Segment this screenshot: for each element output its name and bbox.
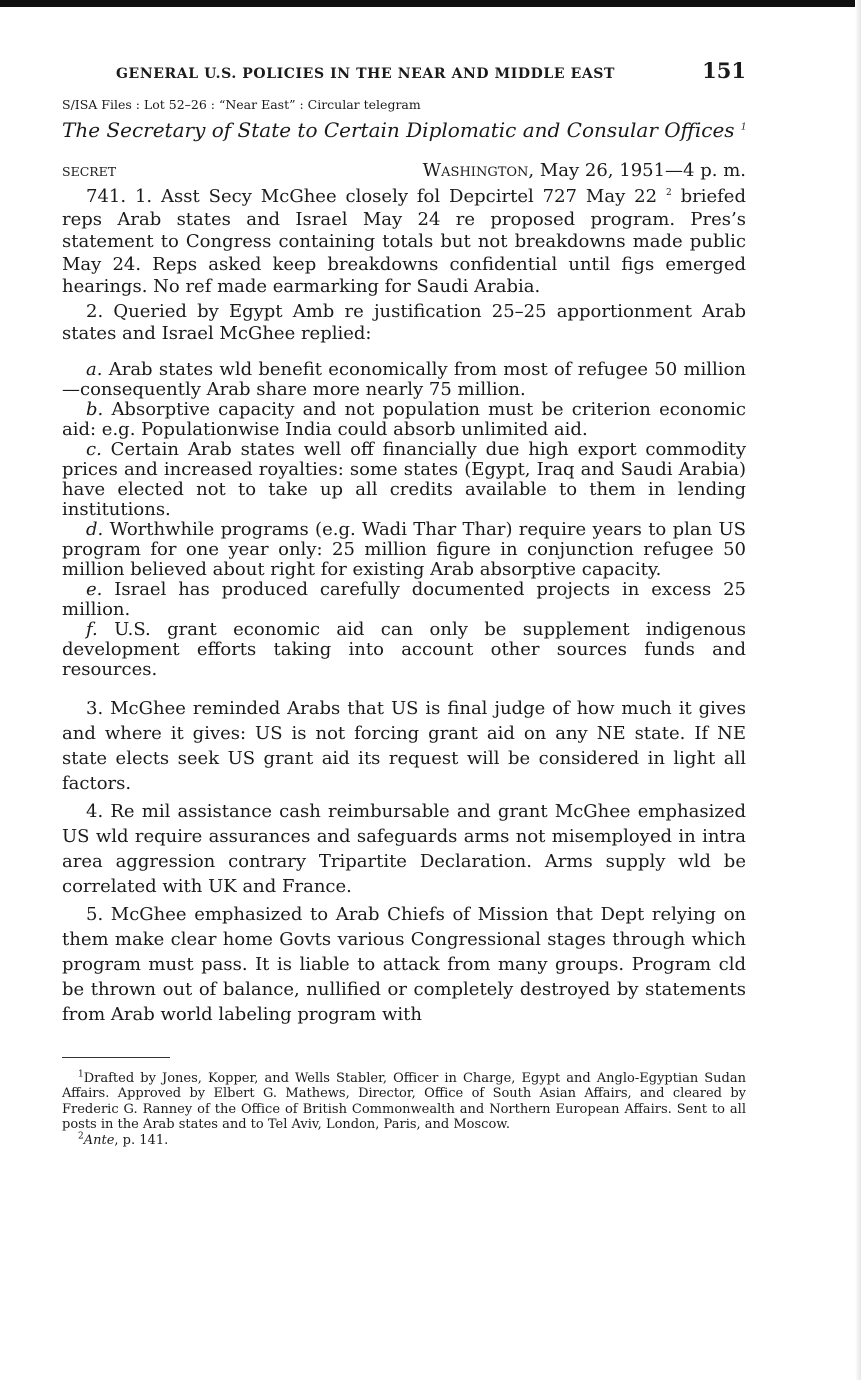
item-letter: e. xyxy=(86,578,103,600)
paragraph-5: 5. McGhee emphasized to Arab Chiefs of Mission that Dept relying on them make clear home Govts various Congressional stages through which program must pass. It is liable to attack from many groups. Program cld be thrown out of balance, nullified or completely destroyed by statements from Arab world labeling program with xyxy=(62,903,746,1025)
reply-items-list xyxy=(62,360,746,680)
document-title-text: The Secretary of State to Certain Diplomatic and Consular Offices xyxy=(62,118,735,142)
list-item xyxy=(62,620,746,680)
running-head xyxy=(116,58,746,83)
item-text: Certain Arab states well off financially due high export commodity prices and increased royalties: some states (Egypt, Iraq and Saudi Arabia) have elected not to take up all credits available to them in lending institutions. xyxy=(62,438,746,520)
paragraph-2: 2. Queried by Egypt Amb re justification 25–25 apportionment Arab states and Israel McGhee replied: xyxy=(62,300,746,344)
item-letter: b. xyxy=(86,398,104,420)
footnote-2-mark: 2 xyxy=(78,1131,84,1142)
footnote-1 xyxy=(62,1071,746,1133)
source-note: S/ISA Files : Lot 52–26 : “Near East” : Circular telegram xyxy=(62,97,421,112)
list-item xyxy=(62,580,746,620)
footnote-rule xyxy=(62,1057,170,1058)
item-letter: c. xyxy=(86,438,102,460)
item-letter: f. xyxy=(86,618,98,640)
footnote-2-cite: Ante xyxy=(83,1132,115,1148)
list-item xyxy=(62,440,746,520)
dateline xyxy=(62,160,746,181)
date-time: , May 26, 1951—4 p. m. xyxy=(528,160,746,181)
item-text: Arab states wld benefit economically from most of refugee 50 million—consequently Arab share more nearly 75 million. xyxy=(62,358,746,400)
document-title xyxy=(62,118,746,142)
footnote-1-text: Drafted by Jones, Kopper, and Wells Stabler, Officer in Charge, Egypt and Anglo-Egyptian Sudan Affairs. Approved by Elbert G. Mathews, Director, Office of South Asian Affairs, and cleared by Frederic G. Ranney of the Office of British Commonwealth and Northern European Affairs. Sent to all posts in the Arab states and to Tel Aviv, London, Paris, and Moscow. xyxy=(62,1070,746,1132)
item-text: U.S. grant economic aid can only be supplement indigenous development efforts taking into account other sources funds and resources. xyxy=(62,618,746,680)
item-letter: d. xyxy=(86,518,104,540)
item-text: Israel has produced carefully documented projects in excess 25 million. xyxy=(62,578,746,620)
page-number: 151 xyxy=(702,58,746,83)
item-text: Worthwhile programs (e.g. Wadi Thar Thar) require years to plan US program for one year only: 25 million figure in conjunction refugee 50 million believed about right for existing Arab absorptive capacity. xyxy=(62,518,746,580)
footnote-1-mark: 1 xyxy=(78,1069,84,1080)
paragraph-1-text-a: 741. 1. Asst Secy McGhee closely fol Depcirtel 727 May 22 xyxy=(86,186,658,207)
place-date xyxy=(423,160,746,181)
paragraph-4: 4. Re mil assistance cash reimbursable and grant McGhee emphasized US wld require assurances and safeguards arms not misemployed in intra area aggression contrary Tripartite Declaration. Arms supply wld be correlated with UK and France. xyxy=(62,800,746,897)
list-item xyxy=(62,360,746,400)
footnote-ref-1: 1 xyxy=(740,122,747,133)
item-letter: a. xyxy=(86,358,103,380)
classification-label: SECRET xyxy=(62,164,117,179)
running-head-title: GENERAL U.S. POLICIES IN THE NEAR AND MIDDLE EAST xyxy=(116,66,616,82)
list-item xyxy=(62,400,746,440)
footnote-2 xyxy=(62,1133,746,1149)
footnote-ref-2: 2 xyxy=(665,188,672,198)
paragraph-1-text-b: briefed reps Arab states and Israel May 24 re proposed program. Pres’s statement to Congress containing totals but not breakdowns made public May 24. Reps asked keep breakdowns confidential until figs emerged hearings. No ref made earmarking for Saudi Arabia. xyxy=(62,186,746,297)
page-edge-shadow xyxy=(855,0,861,1380)
paragraph-1 xyxy=(62,186,746,299)
item-text: Absorptive capacity and not population must be criterion economic aid: e.g. Populationwise India could absorb unlimited aid. xyxy=(62,398,746,440)
footnote-2-text: , p. 141. xyxy=(114,1132,169,1148)
list-item xyxy=(62,520,746,580)
place-name: Washington xyxy=(422,160,529,181)
paragraph-3: 3. McGhee reminded Arabs that US is final judge of how much it gives and where it gives: US is not forcing grant aid on any NE state. If NE state elects seek US grant aid its request will be considered in light all factors. xyxy=(62,697,746,794)
document-page xyxy=(62,58,746,1148)
top-edge-rule xyxy=(0,0,861,7)
